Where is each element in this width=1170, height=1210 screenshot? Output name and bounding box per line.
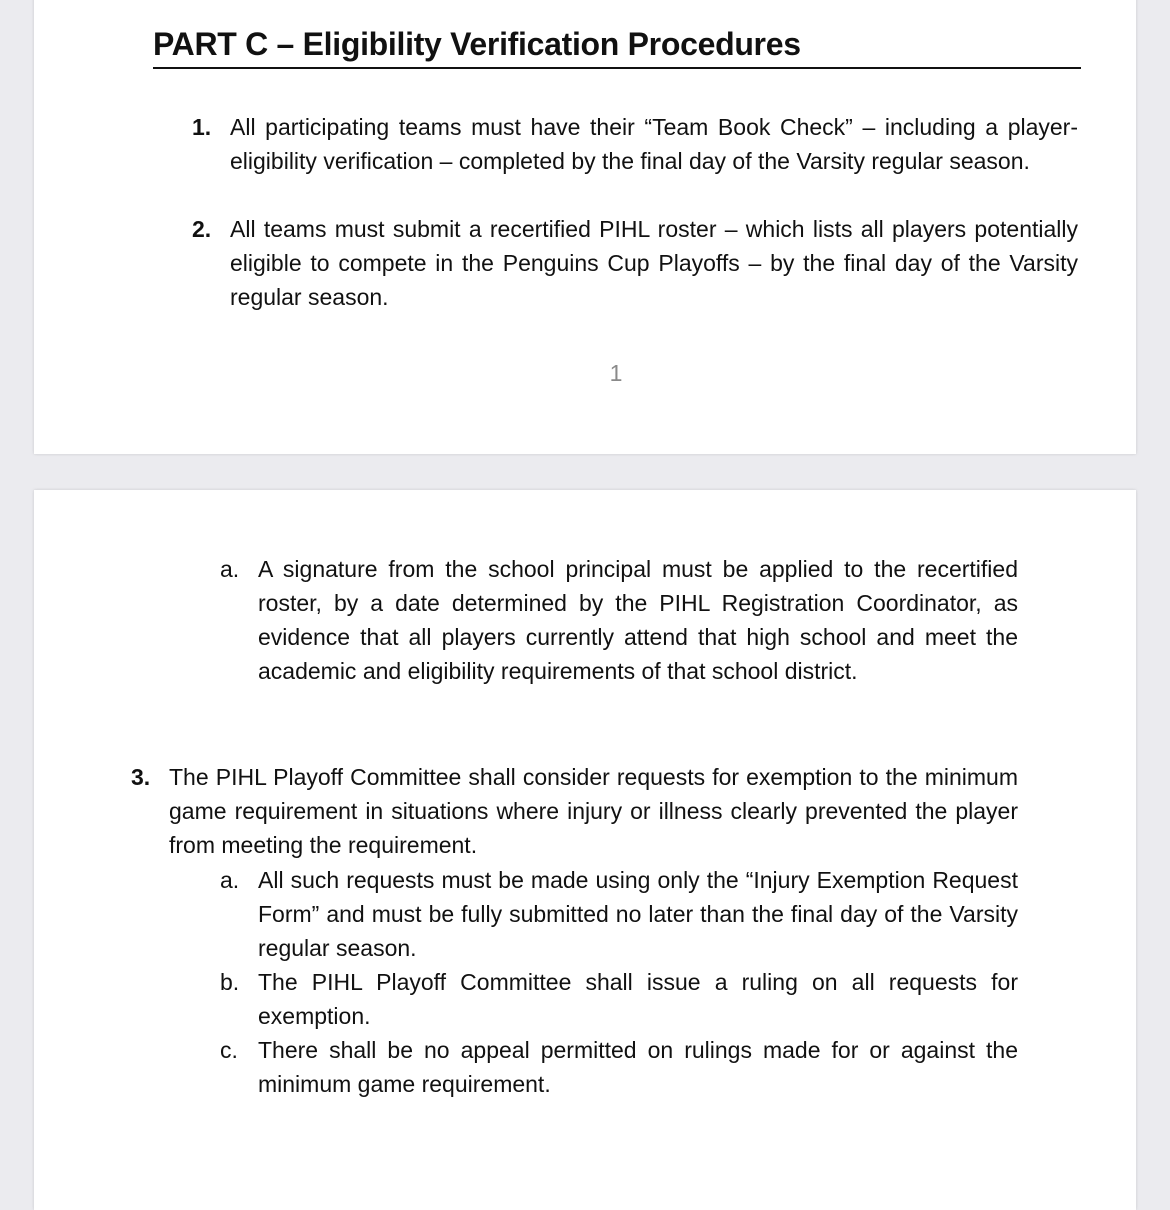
list-marker: 1.: [192, 114, 212, 140]
list-marker: 2.: [192, 216, 212, 242]
list-item-2: [192, 212, 1078, 314]
sub-list-marker: b.: [220, 969, 240, 995]
sub-list-marker: a.: [220, 556, 240, 582]
sub-item-text: All such requests must be made using only the “Injury Exemption Request Form” and must be fully submitted no later than the final day of the Varsity regular season.: [258, 867, 1018, 961]
sub-item-3a: [220, 863, 1018, 965]
page-number: 1: [609, 360, 623, 386]
list-item-1: [192, 110, 1078, 178]
list-item-text: All teams must submit a recertified PIHL roster – which lists all players potentially eligible to compete in the Penguins Cup Playoffs – by the final day of the Varsity regular season.: [230, 216, 1078, 310]
sub-item-2a: [220, 552, 1018, 688]
sub-list-marker: a.: [220, 867, 240, 893]
sub-item-text: There shall be no appeal permitted on rulings made for or against the minimum game requirement.: [258, 1037, 1018, 1097]
sub-item-3b: [220, 965, 1018, 1033]
document-page-2: [34, 490, 1136, 1210]
sub-item-text: A signature from the school principal must be applied to the recertified roster, by a date determined by the PIHL Registration Coordinator, as evidence that all players currently attend that high school and meet the academic and eligibility requirements of that school district.: [258, 556, 1018, 684]
sub-item-text: The PIHL Playoff Committee shall issue a ruling on all requests for exemption.: [258, 969, 1018, 1029]
sub-list-marker: c.: [220, 1037, 238, 1063]
section-heading: PART C – Eligibility Verification Procedures: [153, 26, 1081, 69]
list-marker: 3.: [131, 764, 151, 790]
list-item-text: All participating teams must have their “Team Book Check” – including a player-eligibility verification – completed by the final day of the Varsity regular season.: [230, 114, 1078, 174]
document-page-1: [34, 0, 1136, 454]
list-item-text: The PIHL Playoff Committee shall consider requests for exemption to the minimum game requirement in situations where injury or illness clearly prevented the player from meeting the requirement.: [169, 764, 1018, 858]
sub-item-3c: [220, 1033, 1018, 1101]
list-item-3: [131, 760, 1018, 862]
